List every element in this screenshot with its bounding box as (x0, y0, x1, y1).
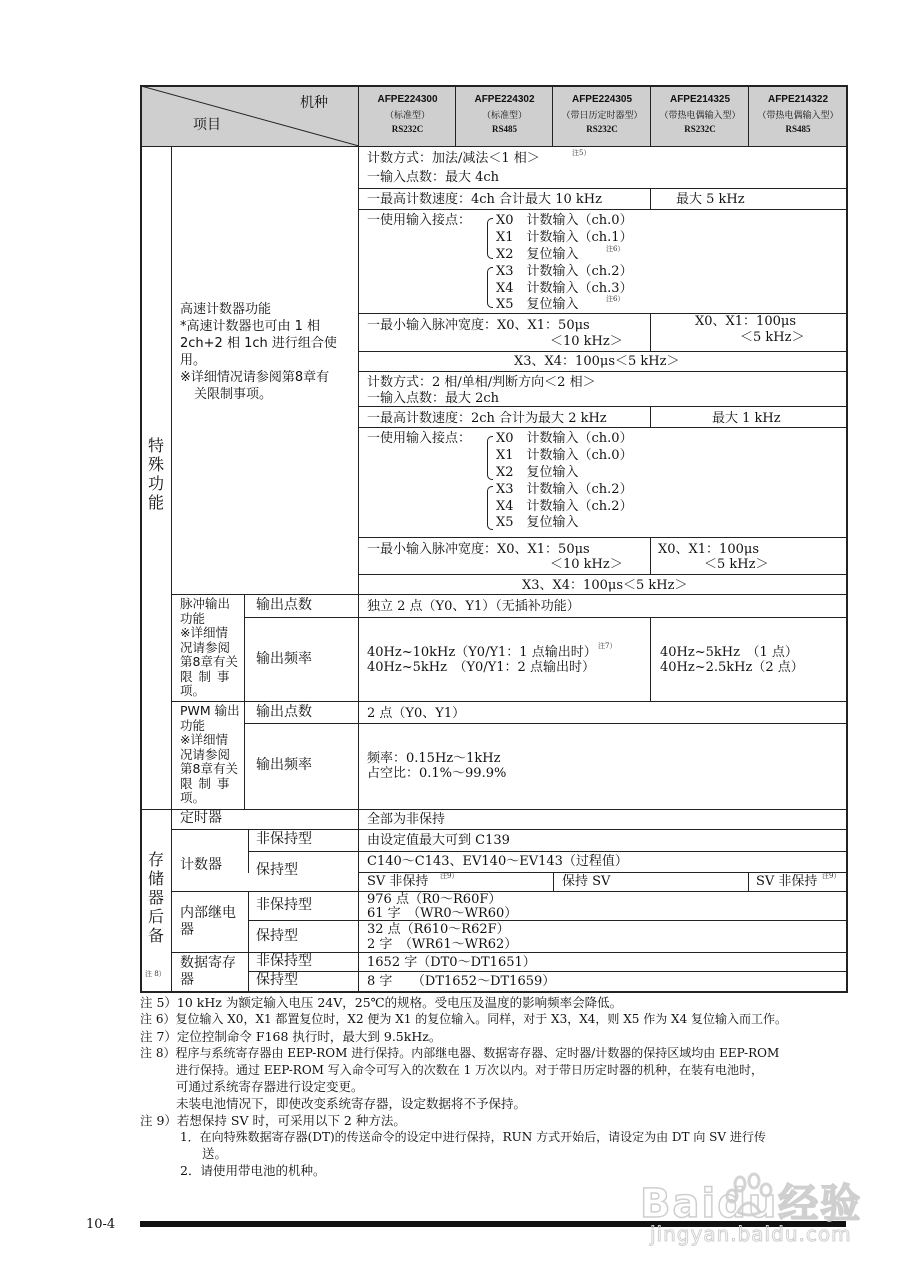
model-col-5 (749, 94, 847, 135)
counter-hold-sub-2: 保持 SV (562, 874, 611, 889)
hsc-b-contact: X3 计数输入（ch.2） (496, 482, 633, 497)
hsc-a-contact: X2 复位输入 (496, 247, 579, 262)
dt-nonhold-value: 1652 字（DT0～DT1651） (367, 955, 536, 970)
model-port: RS232C (684, 124, 716, 134)
model-port: RS232C (586, 124, 618, 134)
hsc-b-speed: 一最高计数速度：2ch 合计为最大 2 kHz (367, 411, 607, 426)
pwm-title-line: 况请参阅 (180, 746, 231, 762)
counter-hold-sub-1-note: 注9） (440, 872, 459, 880)
hsc-b-brace-1 (487, 436, 493, 480)
hsc-a-speed-right: 最大 5 kHz (676, 192, 745, 207)
section-char: 备 (147, 926, 164, 945)
header-corner-top: 机种 (300, 95, 328, 111)
hsc-b-contact: X0 计数输入（ch.0） (496, 431, 633, 446)
hsc-b-pulse: 一最小输入脉冲宽度：X0、X1：50μs (367, 542, 590, 557)
model-code: AFPE224300 (377, 94, 438, 105)
pulse-title-line: ※详细情 (180, 625, 228, 640)
counter-hold-sub-3-note: 注9） (822, 872, 841, 880)
hsc-b-contacts-label: 一使用输入接点： (367, 431, 472, 446)
relay-label-2: 器 (180, 922, 194, 938)
hsc-a-pulse-bottom: X3、X4：100μs＜5 kHz＞ (514, 354, 680, 369)
relay-label-1: 内部继电 (180, 905, 236, 921)
footnote: 进行保持。通过 EEP-ROM 写入命令可写入的次数在 1 万次以内。对于带日历定时器的机种，在装有电池时， (176, 1063, 764, 1077)
model-port: RS485 (491, 124, 517, 134)
watermark-logo (640, 1168, 880, 1227)
pulse-freq-label: 输出频率 (256, 651, 312, 667)
pulse-freq-note: 注7） (598, 642, 617, 650)
dt-nonhold-label: 非保持型 (256, 953, 312, 969)
pwm-title-line: 功能 (180, 717, 206, 733)
hsc-b-speed-right: 最大 1 kHz (712, 411, 781, 426)
hsc-b-contact: X5 复位输入 (496, 515, 579, 530)
hsc-a-contact: X5 复位输入 (496, 297, 579, 312)
model-code: AFPE224305 (571, 94, 633, 105)
model-type: （标准型） (384, 110, 430, 120)
pulse-title-line: 限制事 (180, 668, 236, 684)
hsc-a-method: 计数方式：加法/减法＜1 相＞ (367, 151, 540, 166)
hsc-a-pulse: 一最小输入脉冲宽度：X0、X1：50μs (367, 318, 590, 333)
section-char: 存 (147, 850, 164, 869)
dt-label-2: 器 (180, 972, 194, 988)
counter-label: 计数器 (180, 857, 222, 873)
footnote: 注 8）程序与系统寄存器由 EEP-ROM 进行保持。内部继电器、数据寄存器、定时器/计数器的保持区域均由 EEP-ROM (140, 1046, 780, 1060)
model-code: AFPE214325 (669, 94, 731, 105)
model-col-3 (553, 94, 651, 135)
hsc-title-line: 2ch+2 相 1ch 进行组合使 (180, 336, 337, 351)
model-type: （标准型） (481, 110, 527, 120)
timer-label: 定时器 (180, 810, 222, 826)
counter-nonhold-value: 由设定值最大可到 C139 (367, 833, 510, 848)
footnote: 可通过系统寄存器进行设定变更。 (176, 1079, 364, 1094)
relay-hold-1: 32 点（R610～R62F） (367, 922, 510, 937)
hsc-a-contact-note: 注6） (606, 295, 625, 303)
pulse-title-line: 第8章有关 (180, 654, 238, 669)
relay-nonhold-2: 61 字 （WR0～WR60） (367, 906, 518, 921)
footnote: 2．请使用带电池的机种。 (180, 1163, 326, 1178)
hsc-b-pulse-bottom: X3、X4：100μs＜5 kHz＞ (522, 578, 688, 593)
pwm-points-value: 2 点（Y0、Y1） (367, 706, 466, 721)
hsc-a-speed: 一最高计数速度：4ch 合计最大 10 kHz (367, 192, 602, 207)
hsc-a-brace-1 (487, 218, 493, 259)
hsc-a-contacts-label: 一使用输入接点： (367, 213, 472, 228)
hsc-a-contact: X1 计数输入（ch.1） (496, 230, 633, 245)
hsc-title-line: 关限制事项。 (194, 387, 273, 402)
hsc-a-method-note: 注5） (572, 149, 591, 157)
watermark-logo-text: Baidu经验 (640, 1181, 863, 1227)
hsc-a-contact: X3 计数输入（ch.2） (496, 264, 633, 279)
pulse-freq-left-1: 40Hz~10kHz（Y0/Y1：1 点输出时） (367, 645, 597, 660)
hsc-a-contact: X0 计数输入（ch.0） (496, 213, 633, 228)
pulse-title-line: 项。 (180, 683, 206, 698)
hsc-b-contact: X1 计数输入（ch.0） (496, 448, 633, 463)
model-type: （带热电偶输入型） (757, 110, 839, 120)
watermark-url: jingyan.baidu.com (650, 1222, 852, 1246)
footnote: 送。 (202, 1146, 228, 1161)
model-col-1 (359, 94, 456, 135)
hsc-b-pulse-right-1: X0、X1：100μs (658, 542, 759, 557)
counter-hold-sub-3: SV 非保持 (756, 874, 818, 889)
relay-hold-label: 保持型 (256, 928, 298, 944)
page-number: 10-4 (86, 1217, 116, 1232)
hsc-a-pulse-right-1: X0、X1：100μs (695, 314, 796, 329)
relay-hold-2: 2 字 （WR61～WR62） (367, 937, 518, 952)
pwm-title-line: 限制事 (180, 775, 236, 791)
pwm-freq-label: 输出频率 (256, 757, 312, 773)
hsc-title-line: ※详细情况请参阅第8章有 (180, 370, 330, 385)
hsc-b-method: 计数方式：2 相/单相/判断方向＜2 相＞ (367, 375, 596, 390)
relay-nonhold-label: 非保持型 (256, 897, 312, 913)
counter-hold-label: 保持型 (256, 862, 298, 878)
pwm-points-label: 输出点数 (256, 704, 312, 720)
pwm-title-line: 项。 (180, 790, 206, 805)
footnote: 注 9）若想保持 SV 时，可采用以下 2 种方法。 (140, 1113, 406, 1128)
hsc-b-brace-2 (487, 486, 493, 530)
section-char: 特 (147, 436, 164, 455)
pwm-title-line: PWM 输出 (180, 703, 240, 718)
pulse-title-line: 况请参阅 (180, 639, 231, 655)
pulse-points-value: 独立 2 点（Y0、Y1）（无插补功能） (367, 599, 580, 614)
section-char: 器 (147, 888, 164, 907)
hsc-b-pulse-right-2: ＜5 kHz＞ (704, 557, 769, 572)
hsc-title-line: *高速计数器也可由 1 相 (180, 319, 321, 334)
pulse-freq-right-2: 40Hz~2.5kHz（2 点） (660, 660, 804, 675)
section-char: 功 (147, 474, 164, 493)
hsc-b-contact: X4 计数输入（ch.2） (496, 499, 633, 514)
section-char: 储 (147, 869, 164, 888)
hsc-a-brace-2 (487, 267, 493, 308)
dt-label-1: 数据寄存 (180, 955, 236, 971)
hsc-b-contact: X2 复位输入 (496, 465, 579, 480)
model-code: AFPE214322 (767, 94, 829, 105)
relay-nonhold-1: 976 点（R0～R60F） (367, 892, 502, 907)
hsc-title-line: 高速计数器功能 (180, 302, 272, 317)
pulse-title-line: 脉冲输出 (180, 596, 231, 611)
model-code: AFPE224302 (474, 94, 535, 105)
model-col-4 (651, 94, 749, 135)
section-char: 后 (147, 907, 164, 926)
pulse-points-label: 输出点数 (256, 597, 312, 613)
header-corner-bottom: 项目 (193, 117, 221, 133)
footnote: 未装电池情况下，即使改变系统寄存器，设定数据将不予保持。 (176, 1096, 527, 1111)
dt-hold-label: 保持型 (256, 972, 298, 988)
hsc-a-pulse-right-2: ＜5 kHz＞ (740, 330, 805, 345)
hsc-a-pulse-2: ＜10 kHz＞ (550, 334, 623, 349)
pwm-freq-2: 占空比：0.1%～99.9% (367, 766, 507, 781)
hsc-a-points: 一输入点数：最大 4ch (367, 170, 500, 185)
pulse-title-line: 功能 (180, 610, 206, 626)
pwm-freq-1: 频率：0.15Hz～1kHz (367, 751, 501, 766)
section-char: 殊 (147, 455, 164, 474)
counter-nonhold-label: 非保持型 (256, 831, 312, 847)
counter-hold-sub-1: SV 非保持 (367, 874, 429, 889)
pwm-title-line: 第8章有关 (180, 761, 238, 776)
model-type: （带日历定时器型） (561, 110, 643, 120)
dt-hold-value: 8 字 （DT1652～DT1659） (367, 974, 556, 989)
hsc-a-contact: X4 计数输入（ch.3） (496, 281, 633, 296)
pulse-freq-left-2: 40Hz~5kHz （Y0/Y1：2 点输出时） (367, 660, 595, 675)
hsc-b-pulse-2: ＜10 kHz＞ (550, 557, 623, 572)
model-port: RS232C (391, 124, 424, 134)
timer-value: 全部为非保持 (367, 812, 446, 827)
pwm-title (180, 704, 242, 806)
footnote: 注 7）定位控制命令 F168 执行时，最大到 9.5kHz。 (140, 1029, 442, 1044)
model-col-2 (456, 94, 553, 135)
hsc-title-line: 用。 (180, 353, 207, 368)
pwm-title-line: ※详细情 (180, 732, 228, 747)
footnote: 注 5）10 kHz 为额定输入电压 24V，25℃的规格。受电压及温度的影响频率会降低。 (140, 995, 623, 1010)
pulse-out-title (180, 597, 242, 699)
model-port: RS485 (785, 124, 811, 134)
hsc-a-contact-note: 注6） (606, 245, 625, 253)
hsc-b-points: 一输入点数：最大 2ch (367, 391, 500, 406)
model-type: （带热电偶输入型） (659, 110, 741, 120)
footnote: 注 6）复位输入 X0，X1 都置复位时，X2 便为 X1 的复位输入。同样，对于 X3，X4，则 X5 作为 X4 复位输入而工作。 (140, 1012, 788, 1026)
footnote: 1．在向特殊数据寄存器(DT)的传送命令的设定中进行保持，RUN 方式开始后，请设定为由 DT 向 SV 进行传 (180, 1130, 766, 1144)
pulse-freq-right-1: 40Hz~5kHz （1 点） (660, 645, 798, 660)
memory-section-note: 注 8） (145, 970, 166, 978)
section-char: 能 (147, 493, 164, 512)
hsc-title (180, 301, 337, 403)
counter-hold-value: C140～C143、EV140～EV143（过程值） (367, 854, 628, 869)
